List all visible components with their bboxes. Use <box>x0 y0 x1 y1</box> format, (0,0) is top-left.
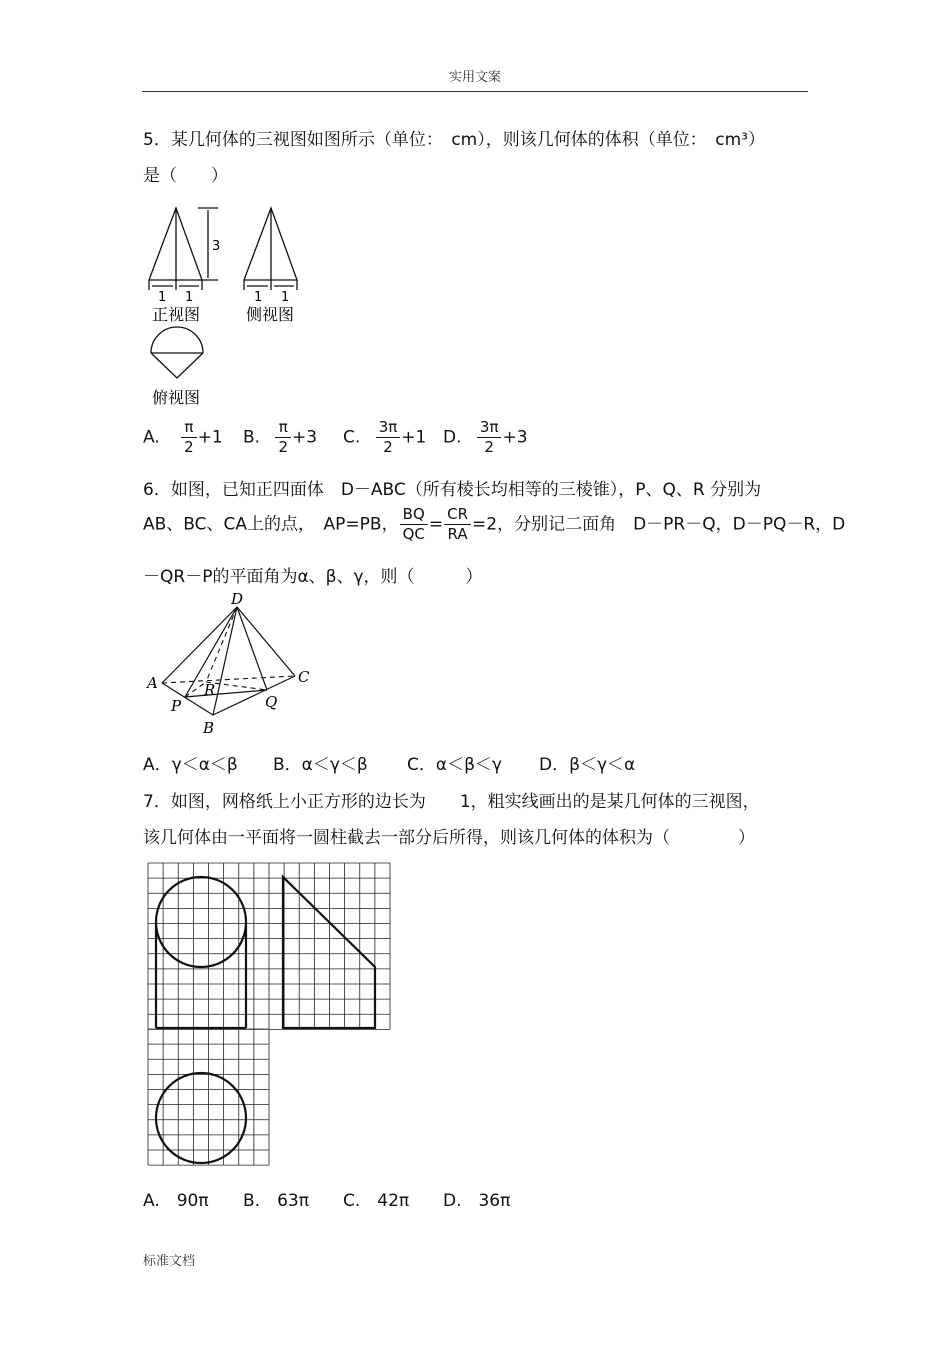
q7-option-c[interactable]: C. 42π <box>343 1191 410 1211</box>
q6-tetrahedron-figure <box>140 590 330 740</box>
q5-option-c-label: C. <box>343 427 361 448</box>
q6-point-q: Q <box>265 693 278 711</box>
q5-option-a-fraction: $\frac{\pi}{2}$ <box>181 418 197 457</box>
q5-three-view-figure <box>140 200 320 410</box>
q5-option-d-fraction: $\frac{3\pi}{2}$ <box>477 418 502 457</box>
q5-front-dim-1: 1 <box>158 290 167 305</box>
q5-top-view-label: 俯视图 <box>152 388 201 407</box>
q7-stem-line1: 7．如图，网格纸上小正方形的边长为 1，粗实线画出的是某几何体的三视图， <box>143 792 760 812</box>
q6-option-c[interactable]: C．α＜β＜γ <box>407 755 502 775</box>
q5-option-a-label: A. <box>143 427 160 448</box>
q7-option-b[interactable]: B. 63π <box>243 1191 309 1211</box>
q5-option-c-fraction: $\frac{3\pi}{2}$ <box>376 418 401 457</box>
q6-stem-line3: －QR－P的平面角为α、β、γ，则（ ） <box>143 567 483 587</box>
q5-height-label: 3 <box>212 239 221 254</box>
q5-side-view <box>244 208 297 290</box>
q5-option-a[interactable]: A. $\frac{\pi}{2}$ +1 <box>143 418 223 456</box>
page-header: 实用文案 <box>448 70 501 85</box>
q6-option-a[interactable]: A．γ＜α＜β <box>143 755 238 775</box>
q6-option-d[interactable]: D．β＜γ＜α <box>539 755 636 775</box>
q6-fraction-cr-ra: $\frac{CR}{RA}$ <box>444 505 471 544</box>
q6-point-p: P <box>171 697 182 715</box>
q5-option-b-fraction: $\frac{\pi}{2}$ <box>275 418 291 457</box>
q5-top-view <box>151 327 203 378</box>
q5-side-view-label: 侧视图 <box>246 305 295 324</box>
q7-options <box>143 1186 543 1211</box>
q5-stem-line2: 是（ ） <box>143 166 228 186</box>
q6-point-b: B <box>203 719 215 737</box>
q7-side-view-outline <box>283 877 375 1028</box>
q7-option-a[interactable]: A. 90π <box>143 1191 209 1211</box>
q6-point-d: D <box>231 590 244 608</box>
page-footer: 标准文档 <box>143 1254 196 1269</box>
q6-point-r: R <box>204 681 216 699</box>
q7-option-d[interactable]: D. 36π <box>443 1191 511 1211</box>
q6-stem-line2: AB、BC、CA上的点， AP=PB， $\frac{BQ}{QC}$ = $\frac{CR}{RA}$ =2，分别记二面角 D－PR－Q，D－PQ－R，D <box>143 505 846 543</box>
q6-point-a: A <box>147 674 158 692</box>
q7-top-circle <box>156 1073 246 1163</box>
q7-grid-three-view-figure <box>140 855 400 1175</box>
q6-options <box>143 750 669 775</box>
q5-front-dim-2: 1 <box>185 290 194 305</box>
q5-option-d-label: D. <box>443 427 462 448</box>
q5-option-d[interactable]: D. $\frac{3\pi}{2}$ +3 <box>443 418 528 456</box>
q7-stem-line2: 该几何体由一平面将一圆柱截去一部分后所得，则该几何体的体积为（ ） <box>143 828 755 848</box>
q6-option-b[interactable]: B．α＜γ＜β <box>273 755 368 775</box>
q6-point-c: C <box>298 668 310 686</box>
q6-stem-line1: 6．如图，已知正四面体 D－ABC（所有棱长均相等的三棱锥），P、Q、R 分别为 <box>143 480 762 500</box>
q5-side-dim-1: 1 <box>254 290 263 305</box>
q5-front-view <box>149 208 221 290</box>
q5-option-b-label: B. <box>243 427 261 448</box>
q5-option-c[interactable]: C. $\frac{3\pi}{2}$ +1 <box>343 418 427 456</box>
q5-front-view-label: 正视图 <box>152 305 201 324</box>
q5-options <box>143 418 553 457</box>
q6-fraction-bq-qc: $\frac{BQ}{QC}$ <box>400 505 428 544</box>
q5-option-b[interactable]: B. $\frac{\pi}{2}$ +3 <box>243 418 318 456</box>
q5-side-dim-2: 1 <box>281 290 290 305</box>
header-rule <box>142 91 808 92</box>
q5-stem-line1: 5．某几何体的三视图如图所示（单位： cm），则该几何体的体积（单位： cm³） <box>143 130 765 150</box>
